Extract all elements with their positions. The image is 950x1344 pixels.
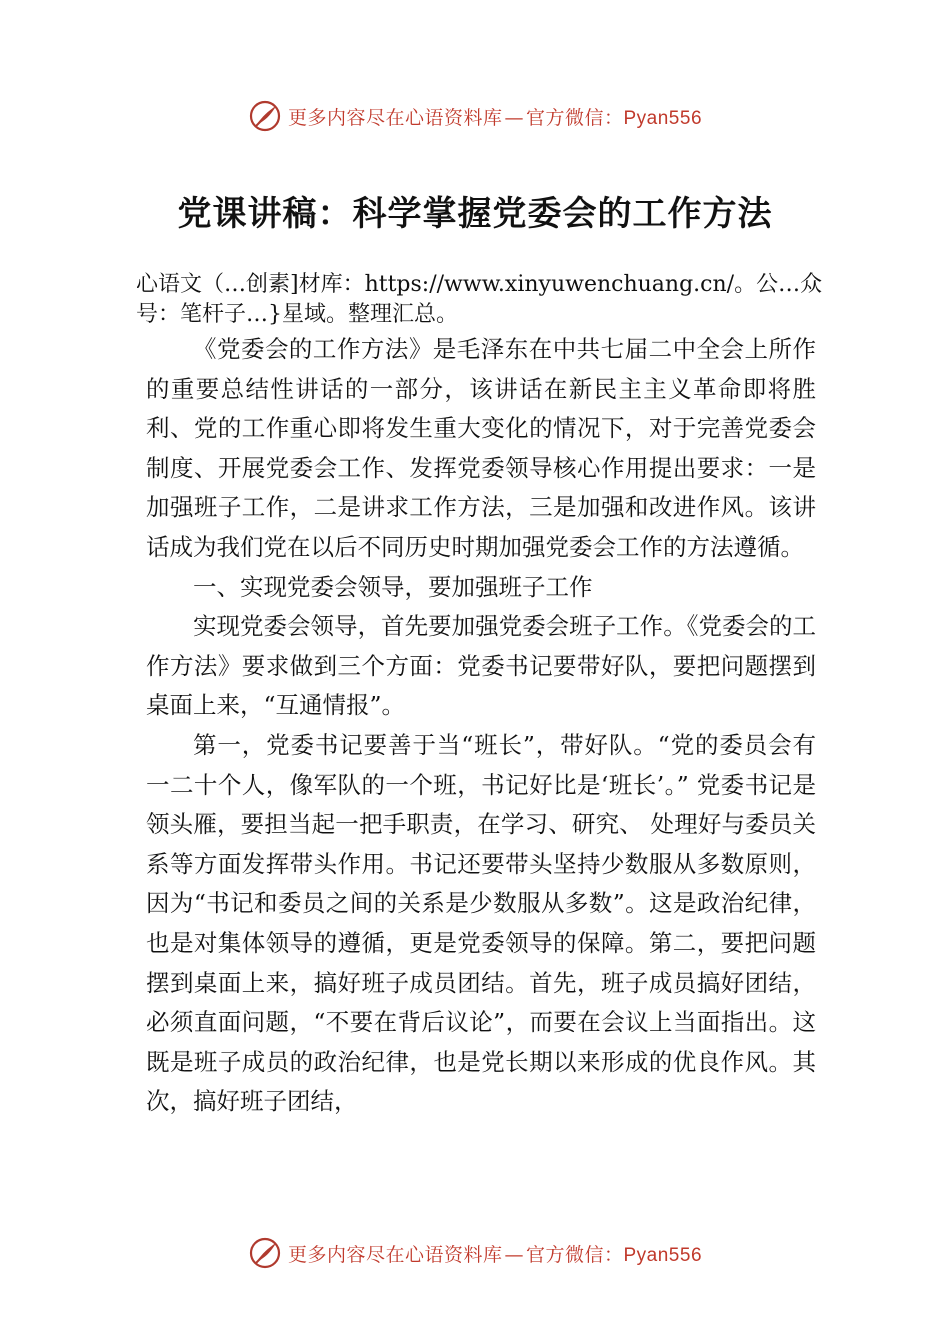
paragraph: 《党委会的工作方法》是毛泽东在中共七届二中全会上所作的重要总结性讲话的一部分，该讲话在新民主主义革命即将胜利、党的工作重心即将发生重大变化的情况下，对于完善党委会制度、开展党委会工作、发挥党委领导核心作用提出要求：一是加强班子工作，二是讲求工作方法，三是加强和改进作风。该讲话成为我们党在以后不同历史时期加强党委会工作的方法遵循。 — [146, 335, 816, 561]
quill-logo-icon — [248, 1236, 282, 1270]
banner-separator: — — [504, 106, 524, 129]
paragraph: 第一，党委书记要善于当“班长”，带好队。“党的委员会有一二十个人，像军队的一个班，书记好比是‘班长’。” 党委书记是领头雁，要担当起一把手职责，在学习、研究、 处理好与委员关系等方面发挥带头作用。书记还要带头坚持少数服从多数原则，因为“书记和委员之间的关系是少数服从多数”。这是政治纪律，也是对集体领导的遵循，更是党委领导的保障。第二，要把问题摆到桌面上来，搞好班子成员团结。首先，班子成员搞好团结，必须直面问题，“不要在背后议论”，而要在会议上当面指出。这既是班子成员的政治纪律，也是党长期以来形成的优良作风。其次，搞好班子团结， — [146, 730, 816, 1116]
document-body — [146, 330, 816, 1122]
banner-wechat-label: 官方微信： — [525, 106, 624, 129]
banner-text — [288, 1240, 702, 1267]
footer-banner — [0, 1233, 950, 1273]
banner-text — [288, 103, 702, 130]
banner-main-text: 更多内容尽在心语资料库 — [287, 106, 503, 129]
paragraph: 实现党委会领导，首先要加强党委会班子工作。《党委会的工作方法》要求做到三个方面：党委书记要带好队，要把问题摆到桌面上来，“互通情报”。 — [146, 612, 816, 720]
banner-main-text: 更多内容尽在心语资料库 — [287, 1243, 503, 1266]
banner-wechat-id: Pyan556 — [623, 1244, 703, 1266]
header-banner — [0, 96, 950, 136]
banner-separator: — — [504, 1243, 524, 1266]
quill-logo-icon — [248, 99, 282, 133]
source-line: 心语文（…创素]材库：https://www.xinyuwenchuang.cn/。公…众号：笔杆子…}星域。整理汇总。 — [136, 272, 823, 327]
banner-wechat-label: 官方微信： — [525, 1243, 624, 1266]
document-title: 党课讲稿：科学掌握党委会的工作方法 — [177, 194, 773, 234]
section-heading: 一、实现党委会领导，要加强班子工作 — [193, 572, 593, 601]
banner-wechat-id: Pyan556 — [623, 107, 703, 129]
